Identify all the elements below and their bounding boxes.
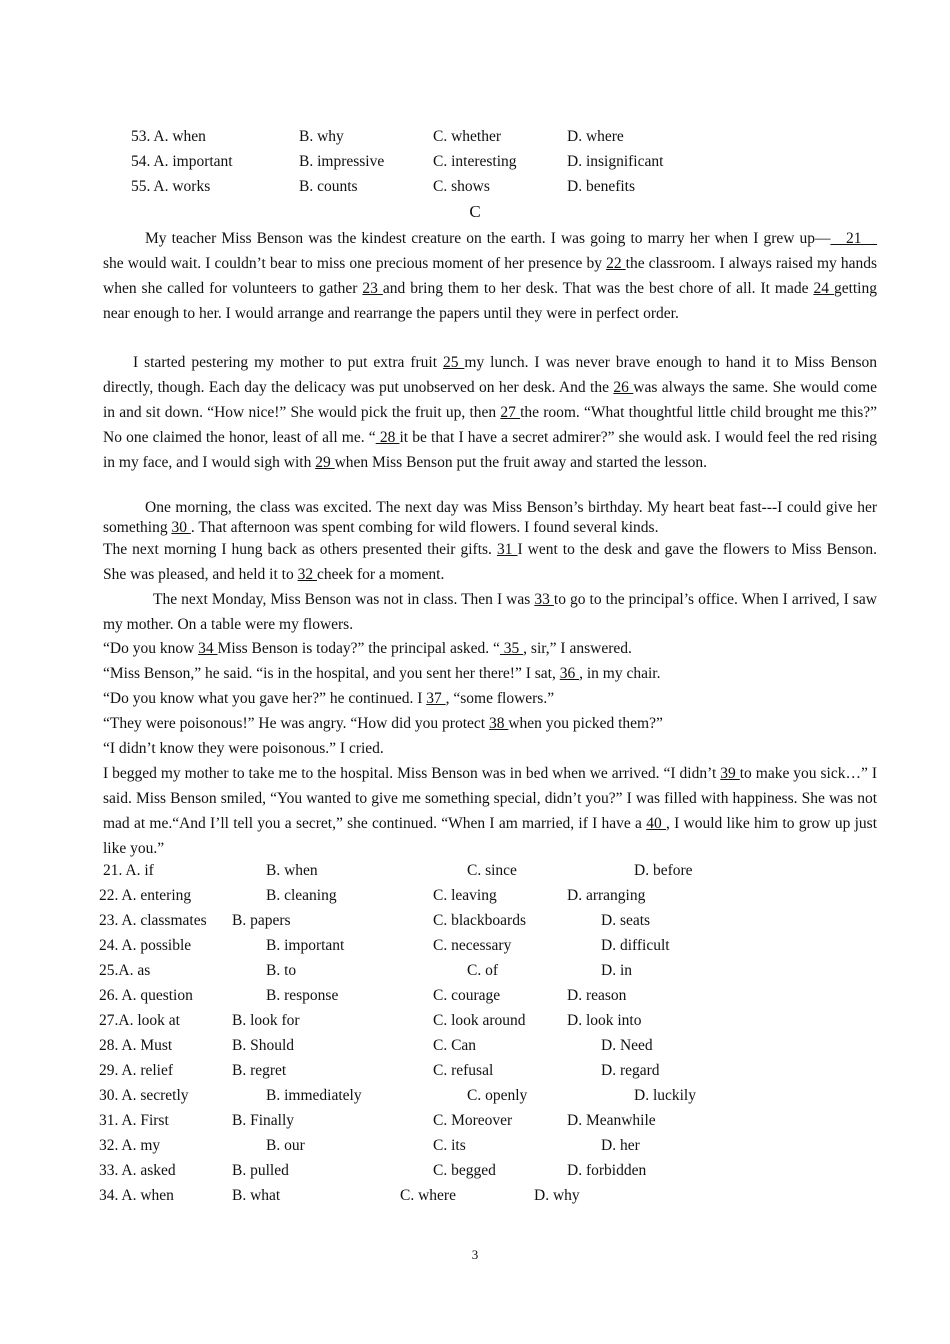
option-b: B. papers xyxy=(232,912,291,929)
option-c: C. interesting xyxy=(433,153,517,170)
option-d: D. luckily xyxy=(634,1087,696,1104)
option-c: C. leaving xyxy=(433,887,497,904)
passage-paragraph-2: I started pestering my mother to put extra fruit 25 my lunch. I was never brave enough to hand it to Miss Benson directly, though. Each day the delicacy was put unobserved on her desk. And the 26 was always the same. She would come in and sit down. “How nice!” She would pick the fruit up, then 27 the room. “What thoughtful little child brought me this?” No one claimed the honor, least of all me. “ 28 it be that I have a secret admirer?” she would ask. I would feel the red rising in my face, and I would sigh with 29 when Miss Benson put the fruit away and started the lesson. xyxy=(103,354,878,471)
option-d: D. insignificant xyxy=(567,153,664,170)
option-d: D. forbidden xyxy=(567,1162,647,1179)
option-a: 32. A. my xyxy=(99,1137,161,1154)
option-b: B. when xyxy=(266,862,318,879)
option-c: C. necessary xyxy=(433,937,512,954)
option-c: C. Can xyxy=(433,1037,477,1054)
option-c: C. blackboards xyxy=(433,912,526,929)
option-d: D. difficult xyxy=(601,937,670,954)
option-c: C. of xyxy=(467,962,498,979)
passage-paragraph-3: One morning, the class was excited. The next day was Miss Benson’s birthday. My heart beat fast---I could give her something 30 . That afternoon was spent combing for wild flowers. I found several kinds. xyxy=(103,499,877,536)
option-d: D. in xyxy=(601,962,632,979)
option-a: 31. A. First xyxy=(99,1112,169,1129)
section-title: C xyxy=(469,202,481,221)
option-a: 21. A. if xyxy=(103,862,154,879)
blank-29: 29 xyxy=(315,454,335,471)
blank-24: 24 xyxy=(813,280,834,297)
option-c: C. whether xyxy=(433,128,502,145)
option-b: B. response xyxy=(266,987,339,1004)
option-d: D. Meanwhile xyxy=(567,1112,656,1129)
option-c: C. openly xyxy=(467,1087,528,1104)
option-b: B. counts xyxy=(299,178,358,195)
passage-paragraph-1: My teacher Miss Benson was the kindest creature on the earth. I was going to marry her when I grew up—__21__ she would wait. I couldn’t bear to miss one precious moment of her presence by 22 the classroom. I always raised my hands when she called for volunteers to gather 23 and bring them to her desk. That was the best chore of all. It made 24 getting near enough to her. I would arrange and rearrange the papers until they were in perfect order. xyxy=(103,230,878,322)
option-a: 30. A. secretly xyxy=(99,1087,189,1104)
blank-37: 37 xyxy=(426,690,446,707)
option-c: C. look around xyxy=(433,1012,526,1029)
option-a: 26. A. question xyxy=(99,987,193,1004)
option-b: B. look for xyxy=(232,1012,300,1029)
option-d: D. arranging xyxy=(567,887,646,904)
blank-21: __21__ xyxy=(830,230,877,247)
option-a: 28. A. Must xyxy=(99,1037,173,1054)
blank-30: 30 xyxy=(171,519,191,536)
option-b: B. what xyxy=(232,1187,281,1204)
option-d: D. where xyxy=(567,128,624,145)
blank-33: 33 xyxy=(534,591,554,608)
option-a: 24. A. possible xyxy=(99,937,192,954)
blank-26: 26 xyxy=(613,379,634,396)
option-c: C. its xyxy=(433,1137,466,1154)
passage-line-8: “Do you know what you gave her?” he continued. I 37 , “some flowers.” xyxy=(103,690,555,707)
option-d: D. seats xyxy=(601,912,651,929)
option-d: D. her xyxy=(601,1137,640,1154)
option-d: D. reason xyxy=(567,987,627,1004)
option-c: C. courage xyxy=(433,987,501,1004)
blank-22: 22 xyxy=(606,255,626,272)
passage-paragraph-4: The next morning I hung back as others presented their gifts. 31 I went to the desk and gave the flowers to Miss Benson. She was pleased, and held it to 32 cheek for a moment. xyxy=(103,541,878,583)
page-number: 3 xyxy=(471,1247,479,1262)
blank-34: 34 xyxy=(198,640,218,657)
option-c: C. refusal xyxy=(433,1062,494,1079)
option-c: C. where xyxy=(400,1187,456,1204)
blank-40: 40 xyxy=(646,815,666,832)
option-a: 25.A. as xyxy=(99,962,151,979)
blank-23: 23 xyxy=(362,280,383,297)
option-d: D. benefits xyxy=(567,178,636,195)
option-d: D. why xyxy=(534,1187,580,1204)
option-c: C. Moreover xyxy=(433,1112,513,1129)
option-c: C. begged xyxy=(433,1162,496,1179)
option-b: B. cleaning xyxy=(266,887,337,904)
passage-line-10: “I didn’t know they were poisonous.” I cried. xyxy=(103,740,384,757)
option-b: B. to xyxy=(266,962,297,979)
option-d: D. regard xyxy=(601,1062,660,1079)
passage-paragraph-11: I begged my mother to take me to the hospital. Miss Benson was in bed when we arrived. “I didn’t 39 to make you sick…” I said. Miss Benson smiled, “You wanted to give me something special, didn’t you?” I was filled with happiness. She was not mad at me.“And I’ll tell you a secret,” she continued. “When I am married, if I have a 40 , I would like him to grow up just like you.” xyxy=(103,765,878,857)
blank-28: 28 xyxy=(375,429,400,446)
passage-paragraph-5: The next Monday, Miss Benson was not in class. Then I was 33 to go to the principal’s office. When I arrived, I saw my mother. On a table were my flowers. xyxy=(103,591,877,633)
option-a: 27.A. look at xyxy=(99,1012,180,1029)
option-d: D. before xyxy=(634,862,693,879)
option-a: 33. A. asked xyxy=(99,1162,176,1179)
passage-line-7: “Miss Benson,” he said. “is in the hospital, and you sent her there!” I sat, 36 , in my chair. xyxy=(103,665,661,682)
option-a: 53. A. when xyxy=(131,128,206,145)
blank-35: 35 xyxy=(499,640,524,657)
passage-line-9: “They were poisonous!” He was angry. “How did you protect 38 when you picked them?” xyxy=(103,715,663,732)
option-b: B. our xyxy=(266,1137,305,1154)
option-b: B. regret xyxy=(232,1062,287,1079)
option-c: C. shows xyxy=(433,178,490,195)
option-b: B. immediately xyxy=(266,1087,362,1104)
option-c: C. since xyxy=(467,862,517,879)
blank-25: 25 xyxy=(442,354,465,371)
option-a: 29. A. relief xyxy=(99,1062,174,1079)
option-d: D. look into xyxy=(567,1012,642,1029)
option-b: B. why xyxy=(299,128,344,145)
option-b: B. Should xyxy=(232,1037,295,1054)
option-b: B. impressive xyxy=(299,153,385,170)
blank-32: 32 xyxy=(297,566,317,583)
option-a: 55. A. works xyxy=(131,178,211,195)
option-a: 34. A. when xyxy=(99,1187,174,1204)
passage-line-6: “Do you know 34 Miss Benson is today?” the principal asked. “ 35 , sir,” I answered. xyxy=(103,640,632,657)
option-a: 23. A. classmates xyxy=(99,912,207,929)
blank-31: 31 xyxy=(496,541,518,558)
blank-27: 27 xyxy=(500,404,521,421)
option-b: B. Finally xyxy=(232,1112,295,1129)
blank-38: 38 xyxy=(488,715,509,732)
blank-39: 39 xyxy=(720,765,740,782)
blank-36: 36 xyxy=(559,665,580,682)
option-d: D. Need xyxy=(601,1037,653,1054)
option-b: B. important xyxy=(266,937,345,954)
option-a: 22. A. entering xyxy=(99,887,192,904)
option-a: 54. A. important xyxy=(131,153,233,170)
option-b: B. pulled xyxy=(232,1162,289,1179)
